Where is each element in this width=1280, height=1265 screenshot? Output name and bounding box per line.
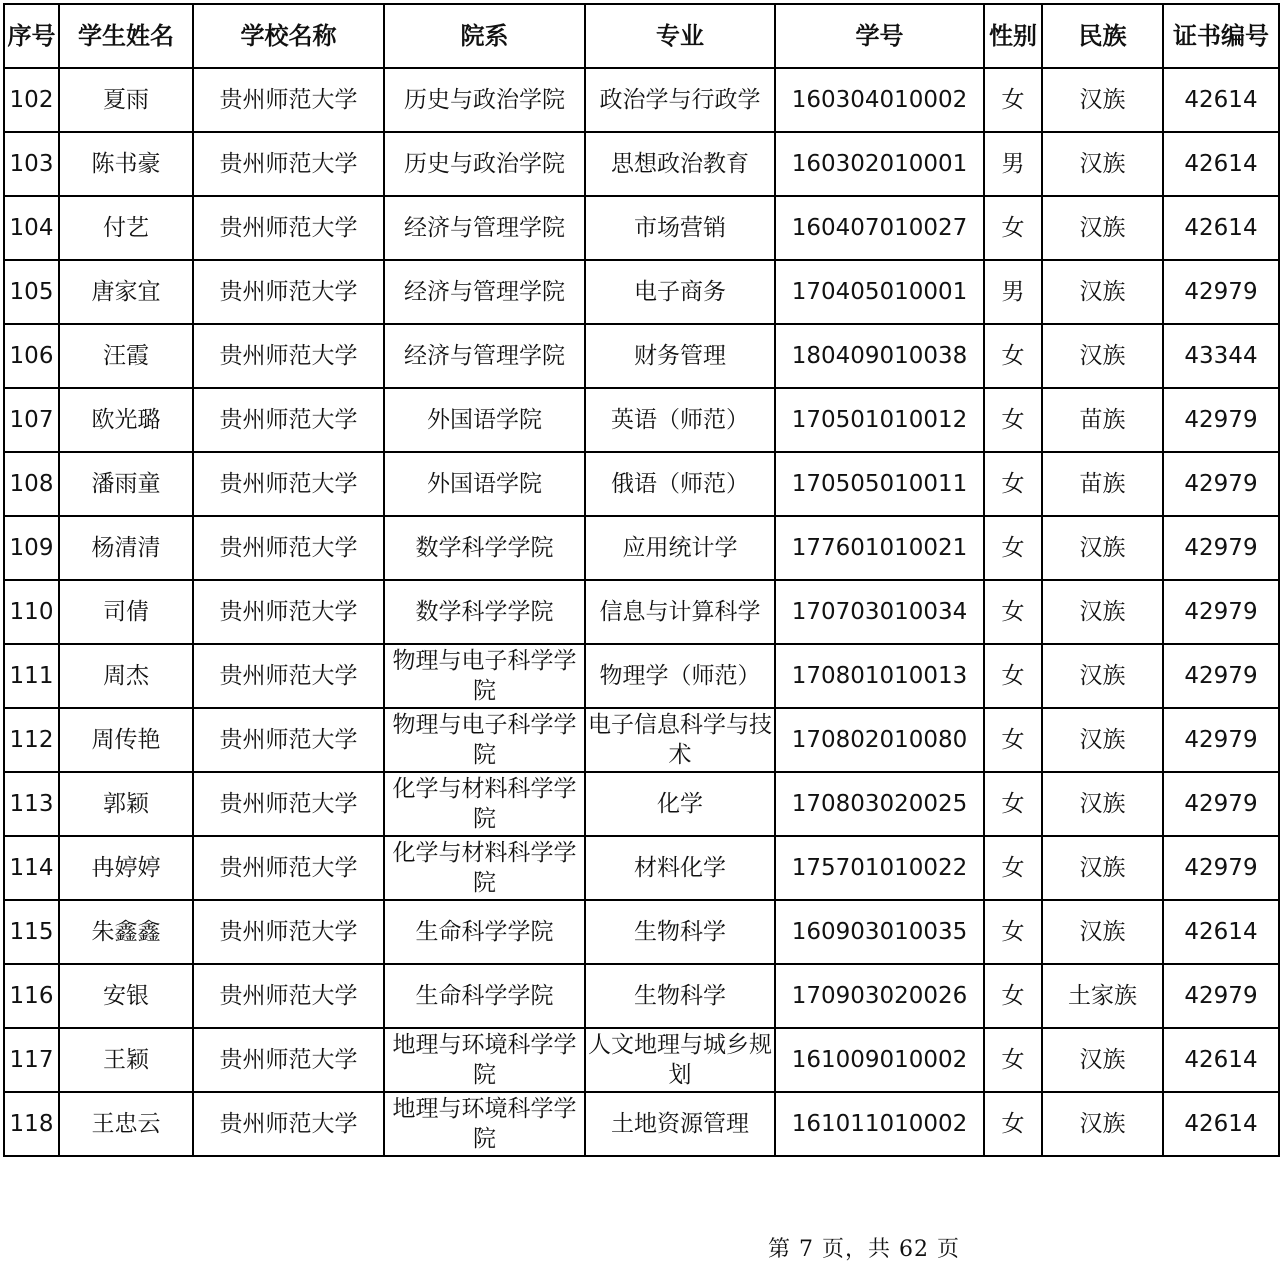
cell-student-id: 170801010013	[775, 644, 984, 708]
cell-index: 110	[4, 580, 59, 644]
cell-gender: 女	[984, 516, 1042, 580]
cell-department: 物理与电子科学学院	[384, 708, 585, 772]
cell-ethnicity: 苗族	[1042, 452, 1163, 516]
cell-department: 历史与政治学院	[384, 68, 585, 132]
cell-student-name: 汪霞	[59, 324, 193, 388]
cell-certificate-no: 42979	[1163, 452, 1279, 516]
cell-gender: 女	[984, 644, 1042, 708]
cell-certificate-no: 42614	[1163, 68, 1279, 132]
cell-student-id: 170505010011	[775, 452, 984, 516]
cell-index: 102	[4, 68, 59, 132]
cell-gender: 女	[984, 836, 1042, 900]
cell-certificate-no: 42979	[1163, 836, 1279, 900]
cell-index: 105	[4, 260, 59, 324]
cell-department: 外国语学院	[384, 388, 585, 452]
table-row	[4, 772, 1279, 836]
cell-student-id: 160302010001	[775, 132, 984, 196]
header-gender: 性别	[984, 4, 1042, 68]
header-certificate-no: 证书编号	[1163, 4, 1279, 68]
cell-student-name: 朱鑫鑫	[59, 900, 193, 964]
cell-student-name: 冉婷婷	[59, 836, 193, 900]
cell-gender: 男	[984, 132, 1042, 196]
cell-student-name: 王颖	[59, 1028, 193, 1092]
cell-student-name: 安银	[59, 964, 193, 1028]
cell-school-name: 贵州师范大学	[193, 836, 384, 900]
cell-gender: 女	[984, 324, 1042, 388]
cell-gender: 女	[984, 772, 1042, 836]
table-row	[4, 964, 1279, 1028]
table-row	[4, 1092, 1279, 1156]
cell-certificate-no: 42979	[1163, 580, 1279, 644]
table-row	[4, 260, 1279, 324]
cell-department: 化学与材料科学学院	[384, 836, 585, 900]
cell-certificate-no: 42979	[1163, 644, 1279, 708]
cell-index: 113	[4, 772, 59, 836]
cell-student-name: 潘雨童	[59, 452, 193, 516]
cell-school-name: 贵州师范大学	[193, 1092, 384, 1156]
cell-department: 数学科学学院	[384, 516, 585, 580]
cell-major: 电子商务	[585, 260, 775, 324]
cell-index: 103	[4, 132, 59, 196]
cell-student-name: 周传艳	[59, 708, 193, 772]
table-row	[4, 516, 1279, 580]
cell-major: 英语（师范）	[585, 388, 775, 452]
table-header-row	[4, 4, 1279, 68]
header-index: 序号	[4, 4, 59, 68]
cell-department: 外国语学院	[384, 452, 585, 516]
cell-certificate-no: 42979	[1163, 708, 1279, 772]
cell-certificate-no: 42614	[1163, 1092, 1279, 1156]
cell-index: 104	[4, 196, 59, 260]
cell-ethnicity: 汉族	[1042, 196, 1163, 260]
table-row	[4, 452, 1279, 516]
cell-gender: 女	[984, 452, 1042, 516]
cell-ethnicity: 汉族	[1042, 644, 1163, 708]
table-row	[4, 836, 1279, 900]
cell-major: 电子信息科学与技术	[585, 708, 775, 772]
cell-certificate-no: 42979	[1163, 388, 1279, 452]
student-roster-table	[3, 3, 1280, 1157]
cell-student-name: 王忠云	[59, 1092, 193, 1156]
cell-index: 106	[4, 324, 59, 388]
cell-school-name: 贵州师范大学	[193, 900, 384, 964]
cell-major: 政治学与行政学	[585, 68, 775, 132]
cell-school-name: 贵州师范大学	[193, 388, 384, 452]
cell-department: 经济与管理学院	[384, 260, 585, 324]
cell-index: 111	[4, 644, 59, 708]
cell-student-id: 160903010035	[775, 900, 984, 964]
cell-department: 化学与材料科学学院	[384, 772, 585, 836]
cell-student-id: 180409010038	[775, 324, 984, 388]
cell-index: 109	[4, 516, 59, 580]
cell-student-name: 付艺	[59, 196, 193, 260]
cell-school-name: 贵州师范大学	[193, 68, 384, 132]
cell-certificate-no: 42979	[1163, 772, 1279, 836]
cell-student-id: 177601010021	[775, 516, 984, 580]
table-row	[4, 68, 1279, 132]
cell-school-name: 贵州师范大学	[193, 708, 384, 772]
cell-student-id: 161011010002	[775, 1092, 984, 1156]
cell-student-name: 杨清清	[59, 516, 193, 580]
header-ethnicity: 民族	[1042, 4, 1163, 68]
header-department: 院系	[384, 4, 585, 68]
cell-department: 生命科学学院	[384, 964, 585, 1028]
cell-major: 生物科学	[585, 900, 775, 964]
cell-school-name: 贵州师范大学	[193, 324, 384, 388]
cell-certificate-no: 42614	[1163, 1028, 1279, 1092]
cell-certificate-no: 42979	[1163, 260, 1279, 324]
cell-major: 应用统计学	[585, 516, 775, 580]
cell-certificate-no: 42979	[1163, 964, 1279, 1028]
cell-certificate-no: 43344	[1163, 324, 1279, 388]
cell-ethnicity: 汉族	[1042, 132, 1163, 196]
cell-department: 物理与电子科学学院	[384, 644, 585, 708]
table-row	[4, 708, 1279, 772]
cell-student-name: 欧光璐	[59, 388, 193, 452]
cell-department: 历史与政治学院	[384, 132, 585, 196]
cell-school-name: 贵州师范大学	[193, 964, 384, 1028]
cell-school-name: 贵州师范大学	[193, 644, 384, 708]
cell-school-name: 贵州师范大学	[193, 516, 384, 580]
cell-major: 财务管理	[585, 324, 775, 388]
cell-major: 人文地理与城乡规划	[585, 1028, 775, 1092]
cell-school-name: 贵州师范大学	[193, 580, 384, 644]
cell-index: 116	[4, 964, 59, 1028]
cell-index: 118	[4, 1092, 59, 1156]
cell-student-id: 170903020026	[775, 964, 984, 1028]
cell-gender: 男	[984, 260, 1042, 324]
table-row	[4, 1028, 1279, 1092]
cell-certificate-no: 42614	[1163, 900, 1279, 964]
cell-index: 117	[4, 1028, 59, 1092]
cell-ethnicity: 汉族	[1042, 68, 1163, 132]
cell-major: 生物科学	[585, 964, 775, 1028]
cell-major: 材料化学	[585, 836, 775, 900]
table-row	[4, 644, 1279, 708]
cell-ethnicity: 汉族	[1042, 580, 1163, 644]
cell-major: 俄语（师范）	[585, 452, 775, 516]
cell-gender: 女	[984, 1028, 1042, 1092]
cell-school-name: 贵州师范大学	[193, 1028, 384, 1092]
cell-ethnicity: 汉族	[1042, 708, 1163, 772]
cell-index: 114	[4, 836, 59, 900]
cell-gender: 女	[984, 196, 1042, 260]
cell-department: 生命科学学院	[384, 900, 585, 964]
cell-major: 市场营销	[585, 196, 775, 260]
cell-ethnicity: 汉族	[1042, 516, 1163, 580]
cell-major: 土地资源管理	[585, 1092, 775, 1156]
table-row	[4, 196, 1279, 260]
cell-student-name: 郭颖	[59, 772, 193, 836]
cell-student-id: 170802010080	[775, 708, 984, 772]
table-row	[4, 388, 1279, 452]
cell-student-id: 170703010034	[775, 580, 984, 644]
cell-gender: 女	[984, 388, 1042, 452]
cell-student-id: 160304010002	[775, 68, 984, 132]
cell-school-name: 贵州师范大学	[193, 196, 384, 260]
cell-ethnicity: 苗族	[1042, 388, 1163, 452]
cell-department: 数学科学学院	[384, 580, 585, 644]
cell-certificate-no: 42614	[1163, 196, 1279, 260]
cell-student-name: 周杰	[59, 644, 193, 708]
cell-student-id: 175701010022	[775, 836, 984, 900]
cell-ethnicity: 汉族	[1042, 836, 1163, 900]
cell-major: 信息与计算科学	[585, 580, 775, 644]
cell-student-id: 170405010001	[775, 260, 984, 324]
cell-department: 经济与管理学院	[384, 324, 585, 388]
cell-major: 物理学（师范）	[585, 644, 775, 708]
cell-index: 115	[4, 900, 59, 964]
cell-certificate-no: 42979	[1163, 516, 1279, 580]
cell-ethnicity: 汉族	[1042, 772, 1163, 836]
cell-student-name: 司倩	[59, 580, 193, 644]
cell-ethnicity: 汉族	[1042, 324, 1163, 388]
cell-ethnicity: 汉族	[1042, 1028, 1163, 1092]
header-student-id: 学号	[775, 4, 984, 68]
cell-student-id: 160407010027	[775, 196, 984, 260]
cell-index: 107	[4, 388, 59, 452]
cell-school-name: 贵州师范大学	[193, 260, 384, 324]
cell-student-id: 161009010002	[775, 1028, 984, 1092]
cell-student-id: 170803020025	[775, 772, 984, 836]
cell-ethnicity: 汉族	[1042, 1092, 1163, 1156]
header-major: 专业	[585, 4, 775, 68]
cell-index: 108	[4, 452, 59, 516]
cell-department: 地理与环境科学学院	[384, 1092, 585, 1156]
cell-department: 经济与管理学院	[384, 196, 585, 260]
cell-gender: 女	[984, 1092, 1042, 1156]
cell-major: 化学	[585, 772, 775, 836]
page-footer: 第 7 页，共 62 页	[768, 1237, 960, 1262]
cell-gender: 女	[984, 900, 1042, 964]
table-row	[4, 132, 1279, 196]
cell-school-name: 贵州师范大学	[193, 452, 384, 516]
cell-department: 地理与环境科学学院	[384, 1028, 585, 1092]
cell-certificate-no: 42614	[1163, 132, 1279, 196]
cell-gender: 女	[984, 708, 1042, 772]
header-school-name: 学校名称	[193, 4, 384, 68]
cell-ethnicity: 土家族	[1042, 964, 1163, 1028]
table-row	[4, 900, 1279, 964]
cell-student-id: 170501010012	[775, 388, 984, 452]
cell-gender: 女	[984, 68, 1042, 132]
cell-ethnicity: 汉族	[1042, 900, 1163, 964]
header-student-name: 学生姓名	[59, 4, 193, 68]
cell-school-name: 贵州师范大学	[193, 772, 384, 836]
cell-school-name: 贵州师范大学	[193, 132, 384, 196]
table-row	[4, 324, 1279, 388]
table-body	[4, 68, 1279, 1156]
cell-index: 112	[4, 708, 59, 772]
cell-student-name: 陈书豪	[59, 132, 193, 196]
cell-major: 思想政治教育	[585, 132, 775, 196]
cell-ethnicity: 汉族	[1042, 260, 1163, 324]
cell-student-name: 唐家宜	[59, 260, 193, 324]
cell-gender: 女	[984, 964, 1042, 1028]
cell-student-name: 夏雨	[59, 68, 193, 132]
table-row	[4, 580, 1279, 644]
cell-gender: 女	[984, 580, 1042, 644]
